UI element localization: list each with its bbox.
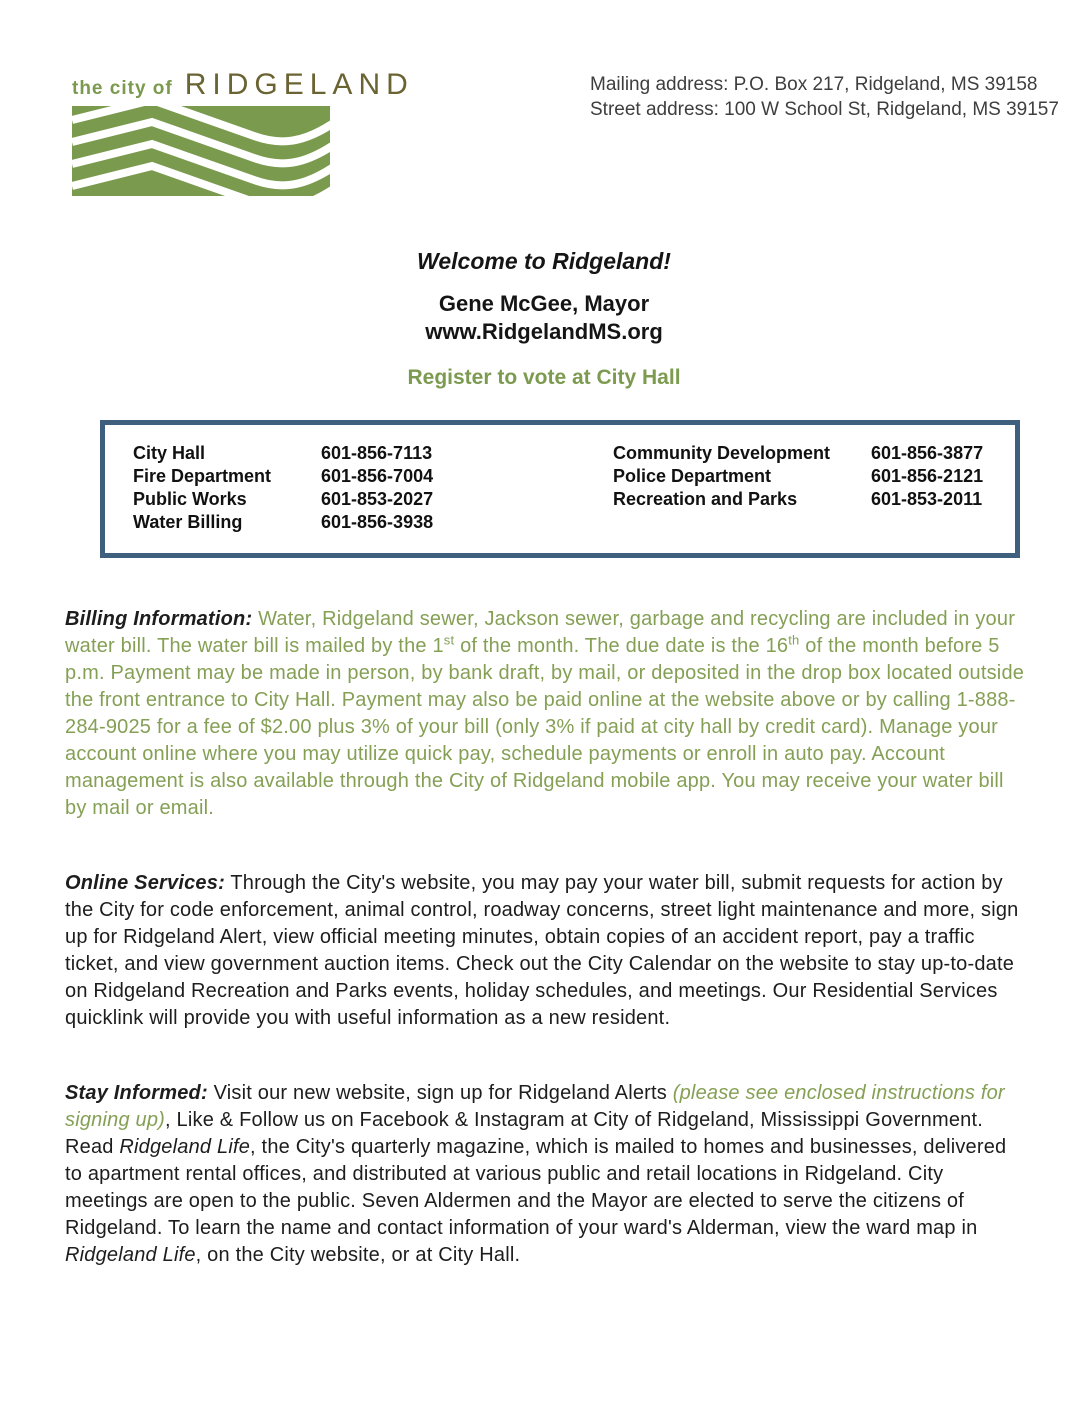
stay-body-part2: , Like & Follow us on Facebook & Instagram at City of Ridgeland, Mississippi Government. Read: [65, 1109, 983, 1158]
logo-city-name: RIDGELAND: [184, 68, 414, 101]
phone-number: 601-853-2011: [871, 489, 983, 509]
department-name: Community Development: [613, 443, 831, 463]
phone-number: 601-856-3938: [321, 512, 434, 532]
waves-logo-graphic: [72, 106, 330, 196]
enclosed-instructions-note: (please see enclosed instructions for signing up): [65, 1082, 1005, 1131]
phone-number: 601-856-2121: [871, 466, 984, 486]
mailing-address: Mailing address: P.O. Box 217, Ridgeland, MS 39158: [590, 74, 1038, 95]
ridgeland-life-title-1: Ridgeland Life: [119, 1136, 251, 1158]
phone-number: 601-856-7113: [321, 443, 433, 463]
welcome-heading: Welcome to Ridgeland!: [417, 248, 671, 274]
department-name: Recreation and Parks: [613, 489, 798, 509]
website-url-heading: www.RidgelandMS.org: [425, 319, 663, 344]
phone-directory-row: [613, 465, 1003, 488]
city-of-ridgeland-logo: [72, 68, 414, 196]
department-name: Public Works: [133, 489, 247, 509]
phone-directory-row: [133, 511, 563, 534]
logo-prefix-text: the city of: [72, 78, 173, 99]
phone-number: 601-856-7004: [321, 466, 434, 486]
address-block: [590, 72, 1059, 122]
phone-directory-row: [133, 442, 563, 465]
stay-informed-paragraph: [65, 1080, 1025, 1269]
phone-directory-row: [613, 442, 1003, 465]
billing-information-paragraph: [65, 606, 1025, 822]
phone-directory-box: [100, 420, 1020, 558]
online-services-title: Online Services:: [65, 872, 225, 894]
ordinal-suffix-st: st: [443, 632, 455, 648]
phone-directory-right-column: [613, 442, 1003, 553]
street-address: Street address: 100 W School St, Ridgeland, MS 39157: [590, 99, 1059, 120]
stay-body-part1: Visit our new website, sign up for Ridgeland Alerts: [207, 1082, 673, 1104]
billing-body-part3: of the month before 5 p.m. Payment may be made in person, by bank draft, by mail, or deposited in the drop box located outside the front entrance to City Hall. Payment may also be paid online at the website above or by calling 1-888-284-9025 for a fee of $2.00 plus 3% of your bill (only 3% if paid at city hall by credit card). Manage your account online where you may utilize quick pay, schedule payments or enroll in auto pay. Account management is also available through the City of Ridgeland mobile app. You may receive your water bill by mail or email.: [65, 635, 1025, 819]
stay-body-part4: , on the City website, or at City Hall.: [195, 1244, 521, 1266]
department-name: Fire Department: [133, 466, 272, 486]
department-name: Police Department: [613, 466, 772, 486]
stay-body-part3: , the City's quarterly magazine, which is mailed to homes and businesses, delivered to apartment rental offices, and distributed at various public and retail locations in Ridgeland. City meetings are open to the public. Seven Aldermen and the Mayor are elected to serve the citizens of Ridgeland. To learn the name and contact information of your ward's Alderman, view the ward map in: [65, 1136, 1007, 1239]
phone-number: 601-853-2027: [321, 489, 434, 509]
department-name: City Hall: [133, 443, 206, 463]
online-services-body: Through the City's website, you may pay your water bill, submit requests for action by the City for code enforcement, animal control, roadway concerns, street light maintenance and more, sign up for Ridgeland Alert, view official meeting minutes, obtain copies of an accident report, pay a traffic ticket, and view government auction items. Check out the City Calendar on the website to stay up-to-date on Ridgeland Recreation and Parks events, holiday schedules, and meetings. Our Residential Services quicklink will provide you with useful information as a new resident.: [65, 872, 1019, 1029]
ordinal-suffix-th: th: [788, 632, 800, 648]
register-to-vote-heading: Register to vote at City Hall: [407, 366, 681, 389]
billing-body-part2: of the month. The due date is the 16: [454, 635, 789, 657]
department-name: Water Billing: [133, 512, 243, 532]
billing-body-part1: Water, Ridgeland sewer, Jackson sewer, garbage and recycling are included in your water bill. The water bill is mailed by the 1: [65, 608, 1016, 657]
phone-directory-row: [133, 488, 563, 511]
ridgeland-life-title-2: Ridgeland Life: [65, 1244, 196, 1266]
phone-directory-row: [133, 465, 563, 488]
billing-information-title: Billing Information:: [65, 608, 253, 630]
mayor-name-heading: Gene McGee, Mayor: [438, 291, 650, 316]
stay-informed-title: Stay Informed:: [65, 1082, 208, 1104]
online-services-paragraph: [65, 870, 1025, 1032]
phone-number: 601-856-3877: [871, 443, 984, 463]
phone-directory-left-column: [133, 442, 563, 553]
phone-directory-row: [613, 488, 1003, 511]
logo-wordmark: [72, 68, 414, 102]
